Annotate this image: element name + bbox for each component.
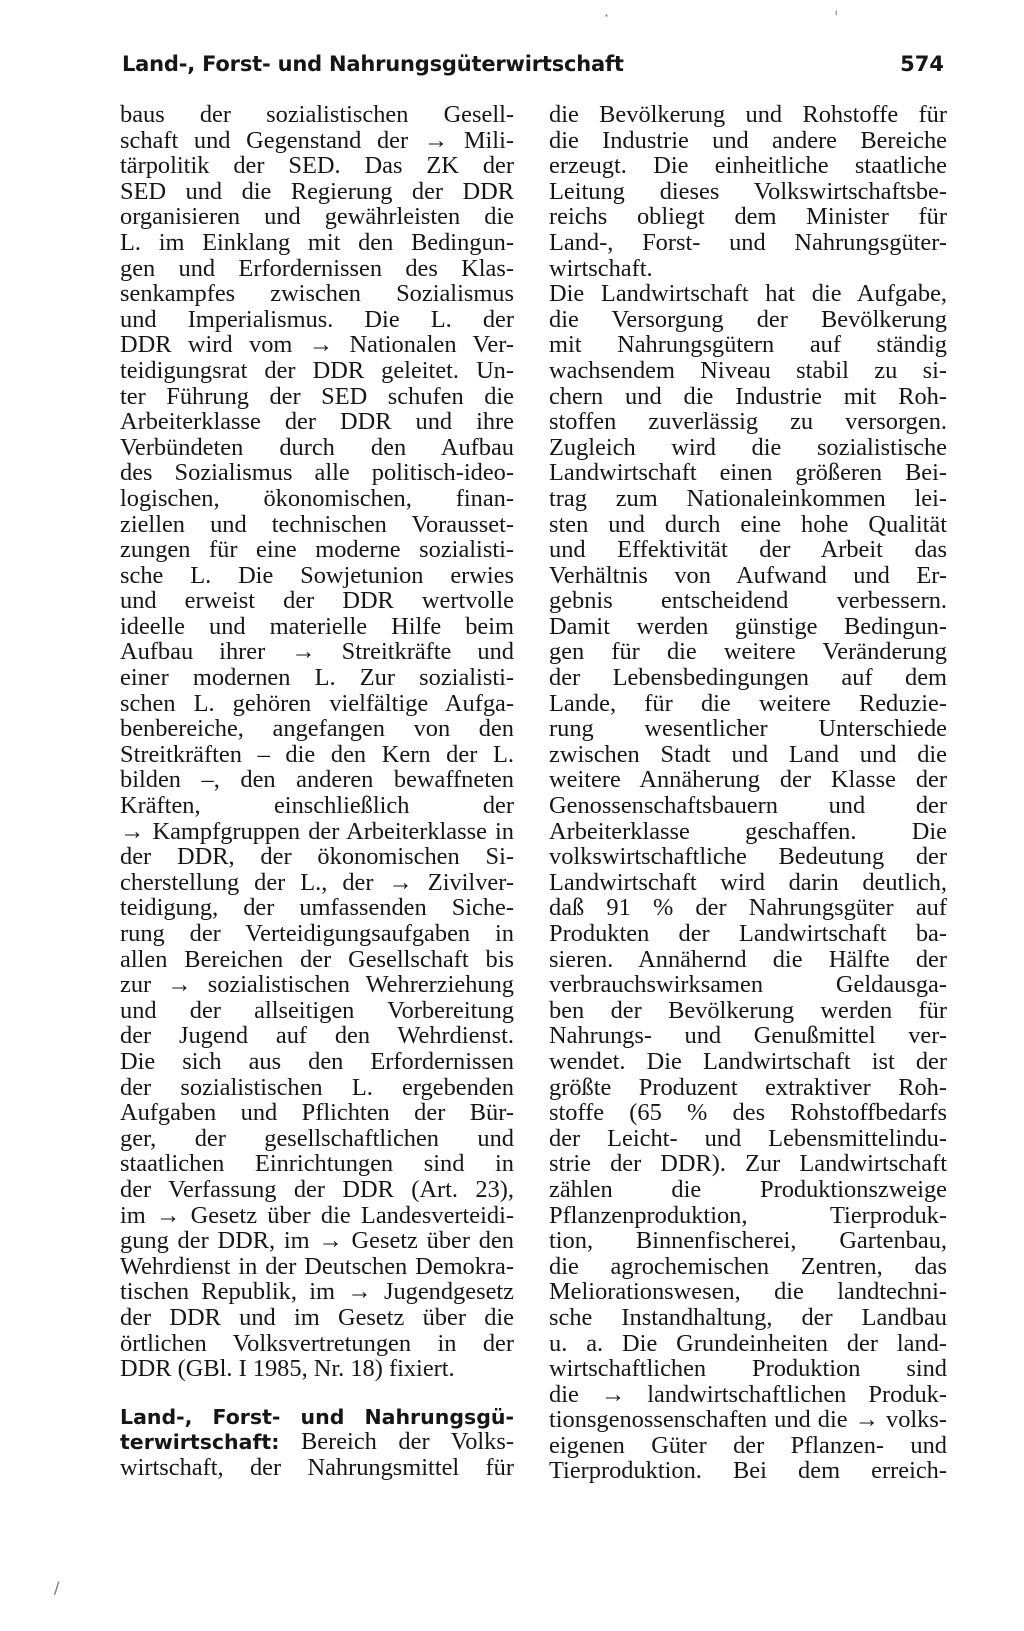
text-line: Landwirtschaft wird darin deutlich, — [549, 868, 947, 896]
text-line: schen L. gehören vielfältige Aufga- — [120, 689, 514, 717]
scan-speck: · — [604, 6, 610, 25]
text-line: der Lebensbedingungen auf dem — [549, 664, 947, 692]
text-line: mit Nahrungsgütern auf ständig — [549, 331, 947, 359]
text-line: reichs obliegt dem Minister für — [549, 203, 947, 231]
text-line: und der allseitigen Vorbereitung — [120, 996, 514, 1024]
page-number: 574 — [900, 52, 944, 76]
text-line: zählen die Produktionszweige — [549, 1175, 947, 1203]
text-line: wachsendem Niveau stabil zu si- — [549, 356, 947, 384]
text-line: größte Produzent extraktiver Roh- — [549, 1073, 947, 1101]
text-line: Wehrdienst in der Deutschen Demokra- — [120, 1252, 514, 1280]
text-line: der Verfassung der DDR (Art. 23), — [120, 1175, 514, 1203]
text-line: organisieren und gewährleisten die — [120, 203, 514, 231]
text-line: die Bevölkerung und Rohstoffe für — [549, 101, 947, 128]
text-line: Aufbau ihrer → Streitkräfte und — [120, 638, 514, 666]
text-line: sieren. Annähernd die Hälfte der — [549, 945, 947, 973]
text-line: Lande, für die weitere Reduzie- — [549, 689, 947, 717]
entry-spacer — [120, 1382, 514, 1404]
text-line: sche L. Die Sowjetunion erwies — [120, 561, 514, 589]
text-line: örtlichen Volksvertretungen in der — [120, 1329, 514, 1357]
entry-heading-line — [120, 1404, 514, 1430]
text-line: Nahrungs- und Genußmittel ver- — [549, 1022, 947, 1050]
text-line: tionsgenossenschaften und die → volks- — [549, 1406, 947, 1434]
text-line: Tierproduktion. Bei dem erreich- — [549, 1457, 947, 1485]
left-column — [120, 102, 514, 1480]
text-line: tischen Republik, im → Jugendgesetz — [120, 1278, 514, 1306]
text-line: gen und Erfordernissen des Klas- — [120, 254, 514, 282]
text-line: trag zum Nationaleinkommen lei- — [549, 484, 947, 512]
text-line: Arbeiterklasse geschaffen. Die — [549, 817, 947, 845]
text-line: wirtschaft, der Nahrungsmittel für — [120, 1453, 514, 1481]
text-line: Land-, Forst- und Nahrungsgüter- — [549, 228, 947, 256]
text-line: staatlichen Einrichtungen sind in — [120, 1150, 514, 1178]
text-line: stoffe (65 % des Rohstoffbedarfs — [549, 1099, 947, 1127]
text-line: Verbündeten durch den Aufbau — [120, 433, 514, 461]
text-line: strie der DDR). Zur Landwirtschaft — [549, 1150, 947, 1178]
text-line: baus der sozialistischen Gesell- — [120, 101, 514, 128]
text-line: die Industrie und andere Bereiche — [549, 126, 947, 154]
text-line: rung der Verteidigungsaufgaben in — [120, 920, 514, 947]
text-line: sche Instandhaltung, der Landbau — [549, 1303, 947, 1331]
text-line: des Sozialismus alle politisch-ideo- — [120, 459, 514, 487]
text-line: Verhältnis von Aufwand und Er- — [549, 561, 947, 589]
text-line: die agrochemischen Zentren, das — [549, 1252, 947, 1280]
text-line: Die Landwirtschaft hat die Aufgabe, — [549, 280, 947, 308]
text-line: Leitung dieses Volkswirtschaftsbe- — [549, 177, 947, 205]
text-line: Die sich aus den Erfordernissen — [120, 1047, 514, 1075]
text-line: Kräften, einschließlich der — [120, 792, 514, 820]
text-line: allen Bereichen der Gesellschaft bis — [120, 945, 514, 973]
text-line: DDR (GBl. I 1985, Nr. 18) fixiert. — [120, 1355, 455, 1383]
text-line: tärpolitik der SED. Das ZK der — [120, 152, 514, 180]
text-line: und Effektivität der Arbeit das — [549, 536, 947, 564]
text-line: Damit werden günstige Bedingun- — [549, 612, 947, 640]
text-line: der DDR und im Gesetz über die — [120, 1303, 514, 1331]
text-line: DDR wird vom → Nationalen Ver- — [120, 331, 514, 359]
text-line: zwischen Stadt und Land und die — [549, 740, 947, 768]
text-line: ger, der gesellschaftlichen und — [120, 1124, 514, 1152]
text-line: Aufgaben und Pflichten der Bür- — [120, 1099, 514, 1127]
entry-definition: Bereich der Volks- — [301, 1428, 514, 1456]
text-line: wirtschaft. — [549, 254, 653, 282]
text-line: wirtschaftlichen Produktion sind — [549, 1355, 947, 1383]
text-line: der Jugend auf den Wehrdienst. — [120, 1022, 514, 1050]
text-line: gebnis entscheidend verbessern. — [549, 587, 947, 615]
text-line: eigenen Güter der Pflanzen- und — [549, 1431, 947, 1459]
text-line: Produkten der Landwirtschaft ba- — [549, 920, 947, 947]
text-line: L. im Einklang mit den Bedingun- — [120, 228, 514, 256]
text-line: und erweist der DDR wertvolle — [120, 587, 514, 615]
scan-speck: ˈ — [834, 8, 839, 27]
text-line: ideelle und materielle Hilfe beim — [120, 612, 514, 640]
text-line: der DDR, der ökonomischen Si- — [120, 843, 514, 871]
text-line: ter Führung der SED schufen die — [120, 382, 514, 410]
text-line: im → Gesetz über die Landesverteidi- — [120, 1201, 514, 1229]
text-line: die → landwirtschaftlichen Produk- — [549, 1380, 947, 1408]
text-line: Arbeiterklasse der DDR und ihre — [120, 408, 514, 436]
entry-heading-line — [120, 1429, 514, 1455]
scan-speck: / — [54, 1578, 60, 1597]
entry-term: Land-, Forst- und Nahrungsgü- — [120, 1404, 514, 1429]
text-line: und Imperialismus. Die L. der — [120, 305, 514, 333]
text-line: tion, Binnenfischerei, Gartenbau, — [549, 1227, 947, 1255]
page-header — [122, 52, 944, 86]
text-line: gung der DDR, im → Gesetz über den — [120, 1227, 514, 1255]
text-line: ziellen und technischen Vorausset- — [120, 510, 514, 538]
entry-term: terwirtschaft: — [120, 1430, 280, 1455]
text-line: volkswirtschaftliche Bedeutung der — [549, 843, 947, 871]
text-line: teidigungsrat der DDR geleitet. Un- — [120, 356, 514, 384]
text-line: zur → sozialistischen Wehrerziehung — [120, 971, 514, 999]
text-line: teidigung, der umfassenden Siche- — [120, 894, 514, 922]
text-line: Landwirtschaft einen größeren Bei- — [549, 459, 947, 487]
text-line: schaft und Gegenstand der → Mili- — [120, 126, 514, 154]
right-column — [549, 102, 947, 1484]
text-line: chern und die Industrie mit Roh- — [549, 382, 947, 410]
running-head: Land-, Forst- und Nahrungsgüterwirtschaft — [122, 52, 624, 76]
text-line: sten und durch eine hohe Qualität — [549, 510, 947, 538]
text-line: → Kampfgruppen der Arbeiterklasse in — [120, 817, 514, 845]
text-line: der Leicht- und Lebensmittelindu- — [549, 1124, 947, 1152]
text-line: cherstellung der L., der → Zivilver- — [120, 868, 514, 896]
text-line: senkampfes zwischen Sozialismus — [120, 280, 514, 308]
text-line: ben der Bevölkerung werden für — [549, 996, 947, 1024]
text-line: bilden –, den anderen bewaffneten — [120, 766, 514, 794]
text-line: benbereiche, angefangen von den — [120, 715, 514, 743]
text-line: Pflanzenproduktion, Tierproduk- — [549, 1201, 947, 1229]
text-line: stoffen zuverlässig zu versorgen. — [549, 408, 947, 436]
text-line: erzeugt. Die einheitliche staatliche — [549, 152, 947, 180]
text-line: der sozialistischen L. ergebenden — [120, 1073, 514, 1101]
text-line: u. a. Die Grundeinheiten der land- — [549, 1329, 947, 1357]
text-line: zungen für eine moderne sozialisti- — [120, 536, 514, 564]
text-line: Genossenschaftsbauern und der — [549, 792, 947, 820]
text-line: verbrauchswirksamen Geldausga- — [549, 971, 947, 999]
text-line: SED und die Regierung der DDR — [120, 177, 514, 205]
text-line: Streitkräften – die den Kern der L. — [120, 740, 514, 768]
text-line: Meliorationswesen, die landtechni- — [549, 1278, 947, 1306]
text-line: rung wesentlicher Unterschiede — [549, 715, 947, 743]
text-line: wendet. Die Landwirtschaft ist der — [549, 1047, 947, 1075]
text-line: daß 91 % der Nahrungsgüter auf — [549, 894, 947, 922]
text-line: logischen, ökonomischen, finan- — [120, 484, 514, 512]
text-line: die Versorgung der Bevölkerung — [549, 305, 947, 333]
text-line: Zugleich wird die sozialistische — [549, 433, 947, 461]
text-line: weitere Annäherung der Klasse der — [549, 766, 947, 794]
text-line: gen für die weitere Veränderung — [549, 638, 947, 666]
text-line: einer modernen L. Zur sozialisti- — [120, 664, 514, 692]
